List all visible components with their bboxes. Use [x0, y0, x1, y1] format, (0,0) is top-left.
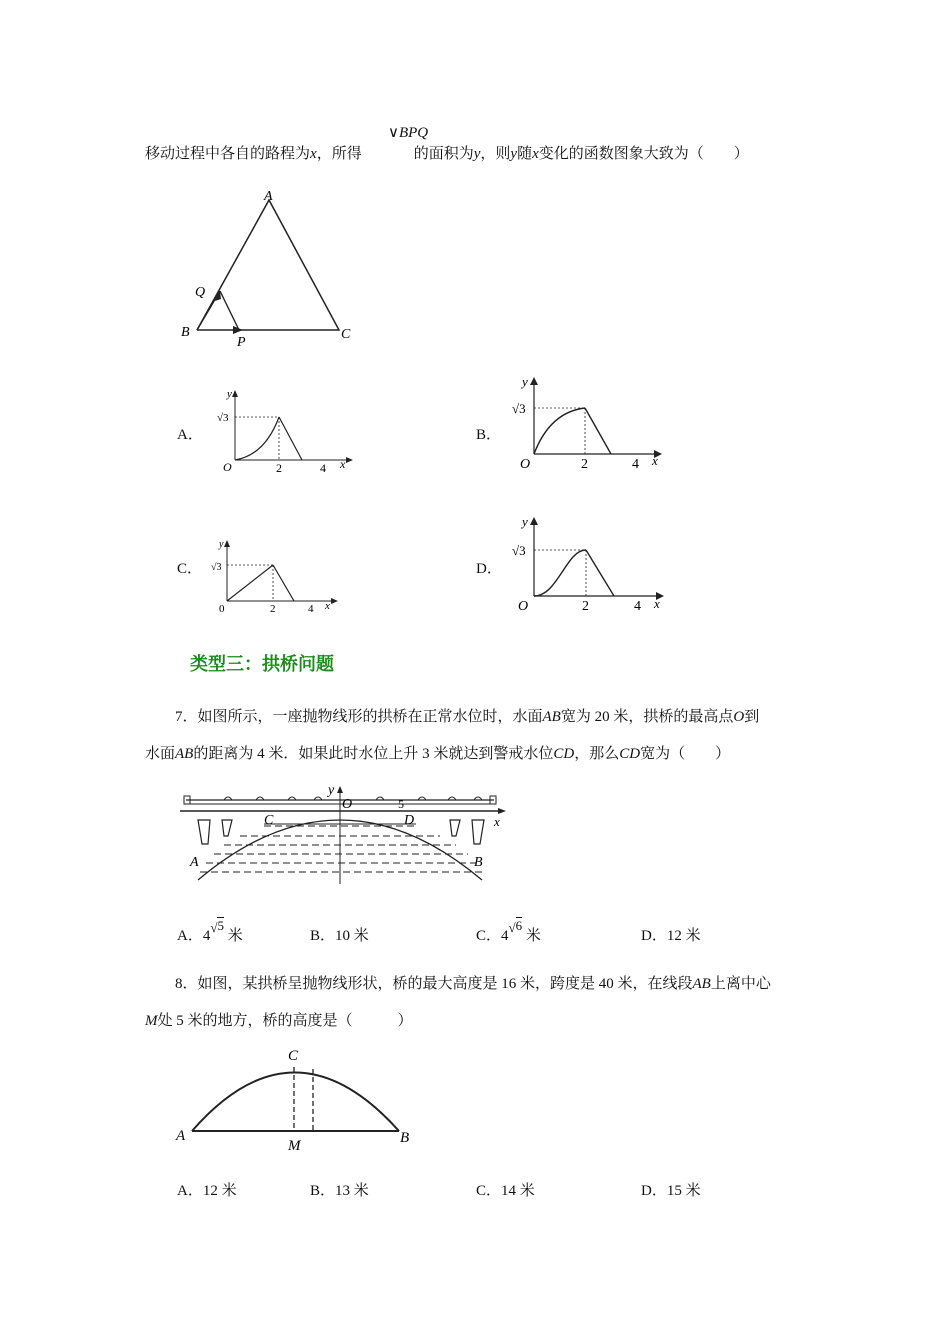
sqrt-6: √6 — [508, 918, 523, 935]
var-AB-3: AB — [692, 976, 711, 992]
q6-option-b-label: B． — [476, 427, 502, 443]
x-tick-2: 2 — [581, 457, 588, 472]
q8-l2: 处 5 米的地方，桥的高度是（ ） — [157, 1013, 413, 1029]
q8-l1a: 8．如图，某拱桥呈抛物线形状，桥的最大高度是 16 米，跨度是 40 米，在线段 — [175, 976, 693, 992]
origin-label: 0 — [219, 603, 225, 615]
y-tick-label: √3 — [512, 543, 526, 558]
q6-option-d-label: D． — [476, 561, 502, 577]
q7-option-b: B．10 米 — [310, 928, 369, 944]
triangle-symbol — [388, 123, 428, 142]
label-Q: Q — [195, 285, 206, 300]
bridge-x-label: x — [494, 814, 500, 829]
q8-l1b: 上离中心 — [710, 976, 771, 992]
q7-opt-a-rad: 5 — [217, 918, 224, 933]
x-tick-2: 2 — [270, 603, 276, 615]
x-axis-label: x — [340, 457, 346, 471]
triangle-symbol-mark: ∨ — [388, 123, 399, 141]
q7-option-c — [476, 918, 541, 945]
q7-opt-c-rad: 6 — [515, 918, 523, 933]
q7-l2c: ，那么 — [574, 746, 620, 762]
arch-figure — [172, 1044, 422, 1156]
bridge-B-label: B — [474, 855, 483, 870]
q8-option-a: A．12 米 — [177, 1183, 237, 1199]
q8-text-line-2 — [145, 1009, 413, 1030]
var-M: M — [145, 1013, 158, 1029]
q7-opt-c-coef: 4 — [501, 928, 509, 944]
y-tick-label: √3 — [217, 412, 229, 424]
bridge-y-label: y — [328, 783, 335, 798]
bridge-C-label: C — [264, 813, 274, 828]
bridge-A-label: A — [190, 855, 199, 870]
arch-B-label: B — [400, 1130, 410, 1146]
y-tick-label: √3 — [211, 562, 222, 573]
q7-l1b: 宽为 20 米，拱桥的最高点 — [560, 709, 734, 725]
q6-text-post1: 的面积为 — [413, 146, 474, 162]
q6-option-a-graph — [210, 385, 360, 475]
q7-opt-a-label: A． — [177, 928, 203, 944]
q6-option-d-graph — [508, 512, 670, 612]
var-y: y — [473, 146, 481, 162]
origin-label: O — [518, 599, 529, 612]
x-tick-4: 4 — [308, 603, 314, 615]
x-tick-4: 4 — [634, 599, 641, 612]
label-B: B — [181, 325, 190, 340]
q7-l1a: 7．如图所示，一座抛物线形的拱桥在正常水位时，水面 — [175, 709, 543, 725]
triangle-figure — [175, 188, 365, 350]
bridge-figure — [178, 780, 508, 888]
label-A: A — [264, 189, 273, 204]
q7-l1c: 到 — [744, 709, 760, 725]
q7-text-line-1 — [175, 705, 759, 726]
q7-opt-a-coef: 4 — [202, 928, 211, 944]
section-title: 类型三：拱桥问题 — [190, 654, 334, 675]
q7-opt-c-label: C． — [476, 928, 502, 944]
var-CD: CD — [553, 746, 575, 762]
q6-text-post3: 随 — [517, 146, 533, 162]
x-axis-label: x — [654, 596, 660, 611]
q6-option-c-graph — [207, 535, 347, 615]
q8-option-b: B．13 米 — [310, 1183, 369, 1199]
q7-option-a — [177, 918, 243, 945]
q7-text-line-2 — [145, 742, 730, 763]
q6-option-b-graph — [508, 372, 668, 472]
origin-label: O — [223, 460, 232, 474]
x-tick-2: 2 — [582, 599, 589, 612]
var-x: x — [310, 146, 317, 162]
q6-text-mid: ，所得 — [316, 146, 362, 162]
y-axis-label: y — [522, 374, 528, 389]
arch-A-label: A — [176, 1128, 186, 1144]
arch-M-label: M — [288, 1138, 301, 1154]
q7-l2d: 宽为（ ） — [640, 746, 731, 762]
y-axis-label: y — [522, 514, 528, 529]
q8-option-c: C．14 米 — [476, 1183, 535, 1199]
var-x-2: x — [532, 146, 539, 162]
y-tick-label: √3 — [512, 401, 526, 416]
bridge-O-label: O — [342, 797, 353, 812]
x-tick-4: 4 — [632, 457, 639, 472]
x-axis-label: x — [652, 453, 658, 468]
y-axis-label: y — [227, 388, 232, 400]
q7-l2b: 的距离为 4 米．如果此时水位上升 3 米就达到警戒水位 — [193, 746, 554, 762]
x-tick-2: 2 — [276, 461, 282, 475]
arch-C-label: C — [288, 1048, 299, 1064]
q8-option-d: D．15 米 — [641, 1183, 701, 1199]
var-AB: AB — [542, 709, 561, 725]
var-AB-2: AB — [175, 746, 194, 762]
label-P: P — [237, 335, 246, 350]
q6-option-c-label: C． — [177, 561, 203, 577]
q6-option-a-label: A． — [177, 427, 203, 443]
q6-text-pre: 移动过程中各自的路程为 — [145, 146, 311, 162]
q6-text-post2: ，则 — [480, 146, 511, 162]
q7-option-d: D．12 米 — [641, 928, 701, 944]
q6-text-post4: 变化的函数图象大致为（ ） — [538, 146, 749, 162]
y-axis-label: y — [219, 539, 224, 550]
x-tick-4: 4 — [320, 461, 326, 475]
q7-opt-c-unit: 米 — [525, 928, 541, 944]
triangle-name: BPQ — [398, 125, 429, 141]
x-axis-label: x — [325, 600, 330, 612]
q8-text-line-1 — [175, 972, 771, 993]
sqrt-5: √5 — [210, 918, 224, 935]
q7-opt-a-unit: 米 — [227, 928, 243, 944]
label-C: C — [341, 327, 351, 342]
var-O: O — [733, 709, 745, 725]
bridge-D-label: D — [404, 813, 415, 828]
q6-text-line — [145, 142, 749, 163]
var-CD-2: CD — [619, 746, 641, 762]
origin-label: O — [520, 457, 531, 472]
bridge-five-label: 5 — [398, 797, 404, 811]
q7-l2a: 水面 — [145, 746, 176, 762]
var-y-2: y — [510, 146, 518, 162]
